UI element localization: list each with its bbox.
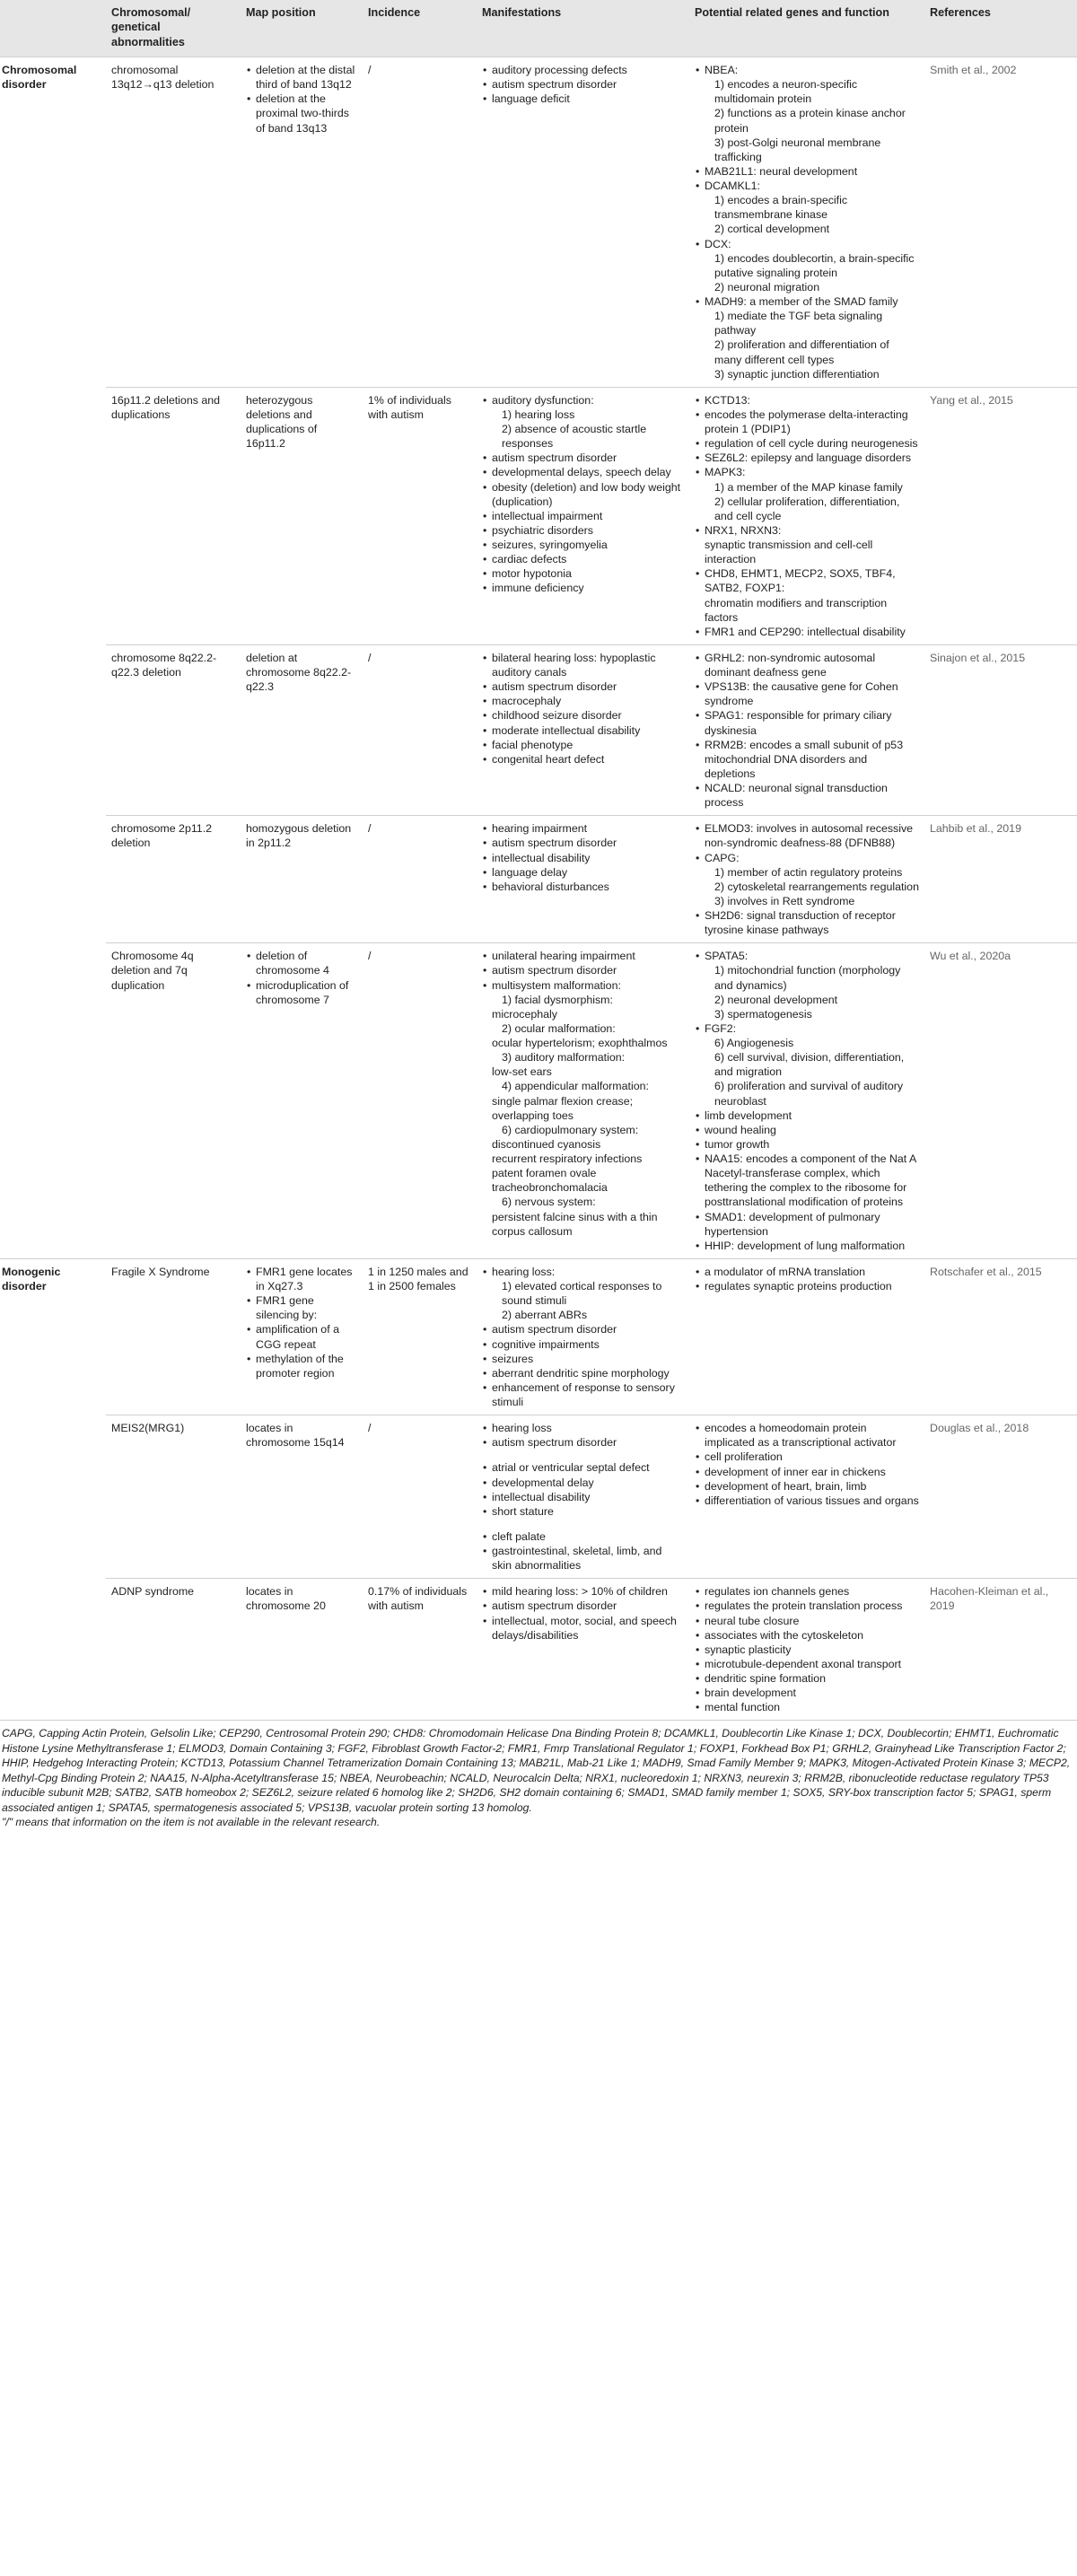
incidence-cell: / [363, 1415, 477, 1579]
header-genes: Potential related genes and function [689, 0, 924, 57]
list-item: • autism spectrum disorder [482, 77, 684, 92]
manifestations-cell [477, 644, 689, 815]
list-item: • intellectual disability [482, 851, 684, 865]
list-item: • intellectual disability [482, 1490, 684, 1504]
abnormality-cell: MEIS2(MRG1) [106, 1415, 241, 1579]
genes-cell [689, 57, 924, 388]
abnormality-cell: chromosomal 13q12→q13 deletion [106, 57, 241, 388]
list-item: • immune deficiency [482, 581, 684, 595]
list-item: • CHD8, EHMT1, MECP2, SOX5, TBF4, SATB2, FOXP1: [695, 566, 919, 595]
manifestations-cell [477, 943, 689, 1259]
table-row [0, 1579, 1077, 1721]
map-position-cell [241, 943, 363, 1259]
category-cell [0, 644, 106, 815]
list-item: • intellectual, motor, social, and speech delays/disabilities [482, 1614, 684, 1643]
list-item: 2) cortical development [714, 223, 830, 236]
genes-list [695, 1584, 919, 1714]
list-item: • encodes the polymerase delta-interacting protein 1 (PDIP1) [695, 407, 919, 436]
list-item: • DCX: [695, 237, 919, 251]
incidence-cell: / [363, 816, 477, 943]
list-item: • MAPK3: [695, 465, 919, 479]
manifestations-list [482, 821, 684, 894]
list-item: 2) absence of acoustic startle responses [502, 423, 647, 451]
list-item: • NRX1, NRXN3: [695, 523, 919, 538]
abnormality-cell: chromosome 2p11.2 deletion [106, 816, 241, 943]
genes-cell [689, 1415, 924, 1579]
list-item: 1) encodes doublecortin, a brain-specific putative signaling protein [714, 251, 915, 279]
list-item: • GRHL2: non-syndromic autosomal dominant deafness gene [695, 651, 919, 679]
list-item: • mental function [695, 1700, 919, 1714]
list-item: 6) cell survival, division, differentiation, and migration [714, 1051, 905, 1079]
list-item: 6) proliferation and survival of auditory neuroblast [714, 1080, 904, 1108]
list-item: • NBEA: [695, 63, 919, 77]
header-manifestations: Manifestations [477, 0, 689, 57]
list-item: chromatin modifiers and transcription factors [705, 596, 888, 624]
list-item: • VPS13B: the causative gene for Cohen syndrome [695, 679, 919, 708]
list-item: • motor hypotonia [482, 566, 684, 581]
category-cell [0, 816, 106, 943]
list-item: • regulates ion channels genes [695, 1584, 919, 1599]
map-position-cell: heterozygous deletions and duplications of 16p11.2 [241, 387, 363, 644]
list-item: • development of inner ear in chickens [695, 1465, 919, 1479]
list-item: • synaptic plasticity [695, 1643, 919, 1657]
list-item: 3) synaptic junction differentiation [714, 367, 880, 381]
list-item: • DCAMKL1: [695, 179, 919, 193]
genes-cell [689, 1579, 924, 1721]
table-header [0, 0, 1077, 57]
list-item: 3) spermatogenesis [714, 1007, 812, 1021]
list-item: • autism spectrum disorder [482, 836, 684, 850]
map-position-cell: locates in chromosome 20 [241, 1579, 363, 1721]
header-references: References [924, 0, 1077, 57]
list-item: 2) cellular proliferation, differentiation, and cell cycle [714, 495, 900, 522]
list-item: • differentiation of various tissues and organs [695, 1494, 919, 1508]
abnormality-cell: ADNP syndrome [106, 1579, 241, 1721]
list-item: • deletion at the distal third of band 13q12 [246, 63, 357, 92]
list-item: • bilateral hearing loss: hypoplastic auditory canals [482, 651, 684, 679]
list-item: • behavioral disturbances [482, 880, 684, 894]
table-body [0, 57, 1077, 1721]
list-item: • SPAG1: responsible for primary ciliary dyskinesia [695, 708, 919, 737]
list-item: • language deficit [482, 92, 684, 106]
list-item: • FMR1 and CEP290: intellectual disability [695, 625, 919, 639]
reference-link[interactable]: Rotschafer et al., 2015 [924, 1258, 1077, 1415]
reference-link[interactable]: Hacohen-Kleiman et al., 2019 [924, 1579, 1077, 1721]
list-item: • multisystem malformation: [482, 978, 684, 993]
list-item: • auditory processing defects [482, 63, 684, 77]
list-item: • seizures [482, 1352, 684, 1366]
list-item: 1) encodes a neuron-specific multidomain protein [714, 78, 858, 106]
map-position-cell [241, 1258, 363, 1415]
reference-link[interactable]: Smith et al., 2002 [924, 57, 1077, 388]
list-item: tracheobronchomalacia [492, 1181, 608, 1195]
list-item: • aberrant dendritic spine morphology [482, 1366, 684, 1380]
list-item: 2) neuronal migration [714, 280, 820, 294]
map-position-list [246, 949, 357, 1007]
list-item: 1) a member of the MAP kinase family [714, 480, 903, 494]
list-item: 3) post-Golgi neuronal membrane trafficking [714, 136, 881, 163]
list-item: • MAB21L1: neural development [695, 164, 919, 179]
table-row [0, 1415, 1077, 1579]
list-item: • brain development [695, 1686, 919, 1700]
manifestations-list [482, 1421, 684, 1573]
list-item: • NAA15: encodes a component of the Nat A Nacetyl-transferase complex, which tethering the complex to the ribosome for posttranslational modification of proteins [695, 1152, 919, 1210]
list-item: • microduplication of chromosome 7 [246, 978, 357, 1007]
list-item: • hearing impairment [482, 821, 684, 836]
list-item: • cardiac defects [482, 552, 684, 566]
list-item: • neural tube closure [695, 1614, 919, 1628]
list-item: 2) functions as a protein kinase anchor protein [714, 107, 906, 135]
list-item: • regulation of cell cycle during neurogenesis [695, 436, 919, 451]
list-item: • methylation of the promoter region [246, 1352, 357, 1380]
table-row [0, 644, 1077, 815]
footnote-note: "/" means that information on the item is not available in the relevant research. [2, 1816, 381, 1829]
list-item: 1) facial dysmorphism: [502, 993, 613, 1006]
list-item: • regulates synaptic proteins production [695, 1279, 919, 1293]
map-position-cell [241, 57, 363, 388]
list-item: • congenital heart defect [482, 752, 684, 767]
list-item: low-set ears [492, 1065, 552, 1079]
list-item: • autism spectrum disorder [482, 451, 684, 465]
reference-link[interactable]: Lahbib et al., 2019 [924, 816, 1077, 943]
category-cell [0, 1579, 106, 1721]
list-item: • cognitive impairments [482, 1337, 684, 1352]
map-position-list [246, 1265, 357, 1380]
genes-list [695, 1421, 919, 1508]
genes-list [695, 949, 919, 1253]
list-item: • SMAD1: development of pulmonary hypertension [695, 1210, 919, 1239]
list-item: • FGF2: [695, 1021, 919, 1036]
list-item: discontinued cyanosis [492, 1137, 601, 1151]
list-item: • autism spectrum disorder [482, 679, 684, 694]
list-item: mitochondrial DNA disorders and depletions [705, 752, 868, 780]
manifestations-list [482, 393, 684, 596]
list-item: • gastrointestinal, skeletal, limb, and skin abnormalities [482, 1544, 684, 1573]
manifestations-list [482, 1584, 684, 1643]
genes-list [695, 393, 919, 639]
category-cell [0, 387, 106, 644]
category-cell [0, 943, 106, 1259]
manifestations-cell [477, 1579, 689, 1721]
list-item: • associates with the cytoskeleton [695, 1628, 919, 1643]
genes-cell [689, 387, 924, 644]
list-item: • short stature [482, 1504, 684, 1519]
list-item: • CAPG: [695, 851, 919, 865]
list-item: • deletion of chromosome 4 [246, 949, 357, 977]
list-item: • SPATA5: [695, 949, 919, 963]
incidence-cell: / [363, 644, 477, 815]
header-incidence: Incidence [363, 0, 477, 57]
abnormality-cell: Fragile X Syndrome [106, 1258, 241, 1415]
list-item: • a modulator of mRNA translation [695, 1265, 919, 1279]
list-item: recurrent respiratory infections [492, 1152, 643, 1166]
list-item: ocular hypertelorism; exophthalmos [492, 1037, 668, 1050]
list-item: • NCALD: neuronal signal transduction process [695, 781, 919, 810]
list-item: • autism spectrum disorder [482, 963, 684, 977]
list-item: 3) auditory malformation: [502, 1051, 626, 1065]
list-item: 2) aberrant ABRs [502, 1309, 588, 1322]
table-footnote [0, 1720, 1077, 1829]
list-item: • ELMOD3: involves in autosomal recessive non-syndromic deafness-88 (DFNB88) [695, 821, 919, 850]
list-item: 2) proliferation and differentiation of many different cell types [714, 338, 889, 366]
list-item: 6) Angiogenesis [714, 1037, 794, 1050]
list-item: • language delay [482, 865, 684, 880]
manifestations-cell [477, 816, 689, 943]
header-category [0, 0, 106, 57]
reference-link[interactable]: Sinajon et al., 2015 [924, 644, 1077, 815]
header-row [0, 0, 1077, 57]
list-item: 6) cardiopulmonary system: [502, 1123, 639, 1136]
manifestations-list [482, 651, 684, 767]
incidence-cell: 1% of individuals with autism [363, 387, 477, 644]
list-item: 1) mitochondrial function (morphology and dynamics) [714, 964, 901, 992]
list-item: • FMR1 gene locates in Xq27.3 [246, 1265, 357, 1293]
genes-cell [689, 644, 924, 815]
incidence-cell: 0.17% of individuals with autism [363, 1579, 477, 1721]
list-item: • microtubule-dependent axonal transport [695, 1657, 919, 1671]
header-map-position: Map position [241, 0, 363, 57]
list-item: 1) member of actin regulatory proteins [714, 865, 903, 879]
list-item: • deletion at the proximal two-thirds of band 13q13 [246, 92, 357, 135]
list-item: 6) nervous system: [502, 1196, 596, 1209]
list-item: • limb development [695, 1108, 919, 1123]
list-item: • autism spectrum disorder [482, 1435, 684, 1450]
list-item: 1) hearing loss [502, 407, 575, 421]
list-item: • seizures, syringomyelia [482, 538, 684, 552]
list-item: • developmental delay [482, 1476, 684, 1490]
list-item: • cell proliferation [695, 1450, 919, 1464]
table-row [0, 387, 1077, 644]
list-item: synaptic transmission and cell-cell interaction [705, 539, 873, 566]
list-item: 3) involves in Rett syndrome [714, 894, 855, 907]
incidence-cell: / [363, 943, 477, 1259]
genes-list [695, 651, 919, 810]
reference-link[interactable]: Wu et al., 2020a [924, 943, 1077, 1259]
list-item: • autism spectrum disorder [482, 1599, 684, 1613]
list-item: 2) ocular malformation: [502, 1021, 616, 1035]
genes-cell [689, 816, 924, 943]
list-item: • atrial or ventricular septal defect [482, 1460, 684, 1475]
map-position-cell: locates in chromosome 15q14 [241, 1415, 363, 1579]
genes-list [695, 821, 919, 937]
list-item: patent foramen ovale [492, 1167, 597, 1180]
list-item: • regulates the protein translation process [695, 1599, 919, 1613]
list-item: • obesity (deletion) and low body weight (duplication) [482, 480, 684, 509]
list-item: 4) appendicular malformation: [502, 1080, 649, 1093]
abnormality-cell: chromosome 8q22.2-q22.3 deletion [106, 644, 241, 815]
table-row [0, 1258, 1077, 1415]
list-item: • facial phenotype [482, 738, 684, 752]
reference-link[interactable]: Yang et al., 2015 [924, 387, 1077, 644]
list-item: • moderate intellectual disability [482, 723, 684, 738]
category-cell [0, 1415, 106, 1579]
abnormality-cell: Chromosome 4q deletion and 7q duplication [106, 943, 241, 1259]
genes-cell [689, 943, 924, 1259]
list-item: • hearing loss [482, 1421, 684, 1435]
list-item: • wound healing [695, 1123, 919, 1137]
manifestations-cell [477, 1415, 689, 1579]
list-item: • childhood seizure disorder [482, 708, 684, 723]
list-item: • encodes a homeodomain protein implicated as a transcriptional activator [695, 1421, 919, 1450]
list-item: persistent falcine sinus with a thin corpus callosum [492, 1210, 658, 1238]
map-position-list [246, 63, 357, 136]
list-item: microcephaly [492, 1007, 557, 1021]
manifestations-list [482, 63, 684, 106]
list-item: • developmental delays, speech delay [482, 465, 684, 479]
genes-list [695, 1265, 919, 1293]
list-item: • mild hearing loss: > 10% of children [482, 1584, 684, 1599]
list-item: • hearing loss: [482, 1265, 684, 1279]
list-item: • amplification of a CGG repeat [246, 1322, 357, 1351]
list-item: • macrocephaly [482, 694, 684, 708]
list-item: • cleft palate [482, 1529, 684, 1544]
list-item: • MADH9: a member of the SMAD family [695, 294, 919, 309]
list-item: • psychiatric disorders [482, 523, 684, 538]
map-position-cell: deletion at chromosome 8q22.2-q22.3 [241, 644, 363, 815]
manifestations-cell [477, 57, 689, 388]
table-row [0, 816, 1077, 943]
list-item: • KCTD13: [695, 393, 919, 407]
header-abnormalities: Chromosomal/ genetical abnormalities [106, 0, 241, 57]
table-row [0, 943, 1077, 1259]
manifestations-cell [477, 1258, 689, 1415]
category-cell: Monogenic disorder [0, 1258, 106, 1415]
list-item: • SH2D6: signal transduction of receptor tyrosine kinase pathways [695, 908, 919, 937]
list-item: 1) elevated cortical responses to sound stimuli [502, 1280, 662, 1308]
footnote-abbreviations: CAPG, Capping Actin Protein, Gelsolin Like; CEP290, Centrosomal Protein 290; CHD8: Chromodomain Helicase Dna Binding Protein 8; DCAMKL1, Doublecortin Like Kinase 1; DCX, Doublecortin; EHMT1, Euchromatic Histone Lysine Methyltransferase 1; ELMOD3, Domain Containing 3; FGF2, Fibroblast Growth Factor-2; FMR1, Fmrp Translational Regulator 1; FOXP1, Forkhead Box P1; GRHL2, Grainyhead Like Transcription Factor 2; HHIP, Hedgehog Interacting Protein; KCTD13, Potassium Channel Tetramerization Domain Containing 13; MAB21L, Mab-21 Like 1; MADH9, Smad Family Member 9; MAPK3, Mitogen-Activated Protein Kinase 3; MECP2, Methyl-Cpg Binding Protein 2; NAA15, N-Alpha-Acetyltransferase 15; NBEA, Neurobeachin; NCALD, Neurocalcin Delta; NRX1, nucleoredoxin 1; NRXN3, neurexin 3; RRM2B, ribonucleotide reductase regulatory TP53 inducible subunit M2B; SATB2, SATB homeobox 2; SEZ6L2, seizure related 6 homolog like 2; SH2D6, SH2 domain containing 6; SMAD1, SMAD family member 1; SOX5, SRY-box transcription factor 5; SPAG1, sperm associated antigen 1; SPATA5, spermatogenesis associated 5; VPS13B, vacuolar protein sorting 13 homolog. [2, 1727, 1071, 1814]
list-item: 2) cytoskeletal rearrangements regulation [714, 880, 919, 893]
list-item: • dendritic spine formation [695, 1671, 919, 1686]
list-item: 1) mediate the TGF beta signaling pathway [714, 310, 883, 337]
list-item: • enhancement of response to sensory stimuli [482, 1380, 684, 1409]
abnormality-cell: 16p11.2 deletions and duplications [106, 387, 241, 644]
list-item: • RRM2B: encodes a small subunit of p53 [695, 738, 919, 752]
table-row [0, 57, 1077, 388]
reference-link[interactable]: Douglas et al., 2018 [924, 1415, 1077, 1579]
manifestations-cell [477, 387, 689, 644]
list-item: • FMR1 gene silencing by: [246, 1293, 357, 1322]
incidence-cell: 1 in 1250 males and 1 in 2500 females [363, 1258, 477, 1415]
manifestations-list [482, 1265, 684, 1409]
map-position-cell: homozygous deletion in 2p11.2 [241, 816, 363, 943]
manifestations-list [482, 949, 684, 1239]
list-item: 1) encodes a brain-specific transmembrane kinase [714, 194, 848, 222]
list-item: • development of heart, brain, limb [695, 1479, 919, 1494]
incidence-cell: / [363, 57, 477, 388]
list-item: • SEZ6L2: epilepsy and language disorders [695, 451, 919, 465]
list-item: • autism spectrum disorder [482, 1322, 684, 1336]
list-item: • auditory dysfunction: [482, 393, 684, 407]
category-cell: Chromosomal disorder [0, 57, 106, 388]
list-item: 2) neuronal development [714, 993, 838, 1006]
list-item: • HHIP: development of lung malformation [695, 1239, 919, 1253]
list-item: single palmar flexion crease; overlapping toes [492, 1094, 634, 1122]
list-item: • tumor growth [695, 1137, 919, 1152]
genes-list [695, 63, 919, 381]
list-item: • intellectual impairment [482, 509, 684, 523]
genes-cell [689, 1258, 924, 1415]
list-item: • unilateral hearing impairment [482, 949, 684, 963]
